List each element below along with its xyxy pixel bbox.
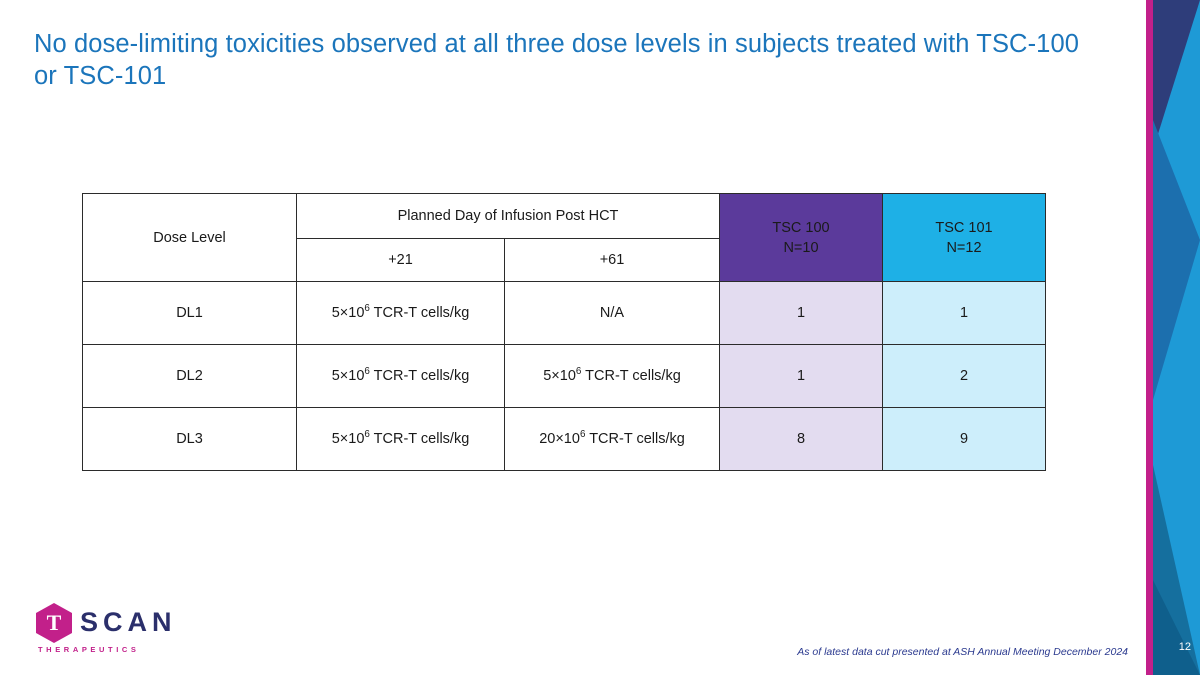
logo-wordmark: SCAN — [80, 607, 177, 637]
logo-mark-letter: T — [46, 610, 62, 635]
slide-title: No dose-limiting toxicities observed at all three dose levels in subjects treated with TSC-100 or TSC-101 — [34, 30, 1080, 90]
band-magenta-stripe — [1146, 0, 1153, 675]
cell-day61: N/A — [505, 282, 720, 345]
table-row — [83, 345, 1046, 408]
cell-tsc100-count: 1 — [720, 282, 883, 345]
header-tsc100-count: N=10 — [783, 239, 819, 256]
dose-level-table — [82, 193, 1046, 471]
cell-tsc100-count: 8 — [720, 408, 883, 471]
cell-dose-level: DL1 — [83, 282, 297, 345]
table-row — [83, 282, 1046, 345]
footnote: As of latest data cut presented at ASH Annual Meeting December 2024 — [797, 646, 1128, 658]
header-planned-day: Planned Day of Infusion Post HCT — [297, 194, 720, 239]
cell-dose-level: DL2 — [83, 345, 297, 408]
header-tsc100-label: TSC 100 — [772, 219, 830, 236]
header-day-21: +21 — [297, 239, 505, 282]
cell-tsc101-count: 9 — [883, 408, 1046, 471]
header-tsc100 — [720, 194, 883, 282]
company-logo — [36, 601, 246, 653]
table-row — [83, 408, 1046, 471]
header-tsc101 — [883, 194, 1046, 282]
header-tsc101-label: TSC 101 — [935, 219, 993, 236]
logo-tagline: THERAPEUTICS — [38, 645, 140, 654]
cell-tsc101-count: 2 — [883, 345, 1046, 408]
cell-dose-level: DL3 — [83, 408, 297, 471]
cell-day21: $5\times 10^6$ TCR-T cells/kg — [297, 408, 505, 471]
cell-day61: $5\times 10^6$ TCR-T cells/kg — [505, 345, 720, 408]
cell-day61: $20\times 10^6$ TCR-T cells/kg — [505, 408, 720, 471]
header-dose-level: Dose Level — [83, 194, 297, 282]
cell-day21: $5\times 10^6$ TCR-T cells/kg — [297, 345, 505, 408]
table — [82, 193, 1046, 471]
right-decorative-band — [1146, 0, 1200, 675]
page-number: 12 — [1178, 641, 1191, 653]
header-day-61: +61 — [505, 239, 720, 282]
band-triangle-4 — [1153, 580, 1200, 675]
cell-tsc100-count: 1 — [720, 345, 883, 408]
table-header-row-1 — [83, 194, 1046, 239]
cell-day21: $5\times 10^6$ TCR-T cells/kg — [297, 282, 505, 345]
cell-tsc101-count: 1 — [883, 282, 1046, 345]
header-tsc101-count: N=12 — [946, 239, 982, 256]
band-triangle-2 — [1153, 120, 1200, 400]
